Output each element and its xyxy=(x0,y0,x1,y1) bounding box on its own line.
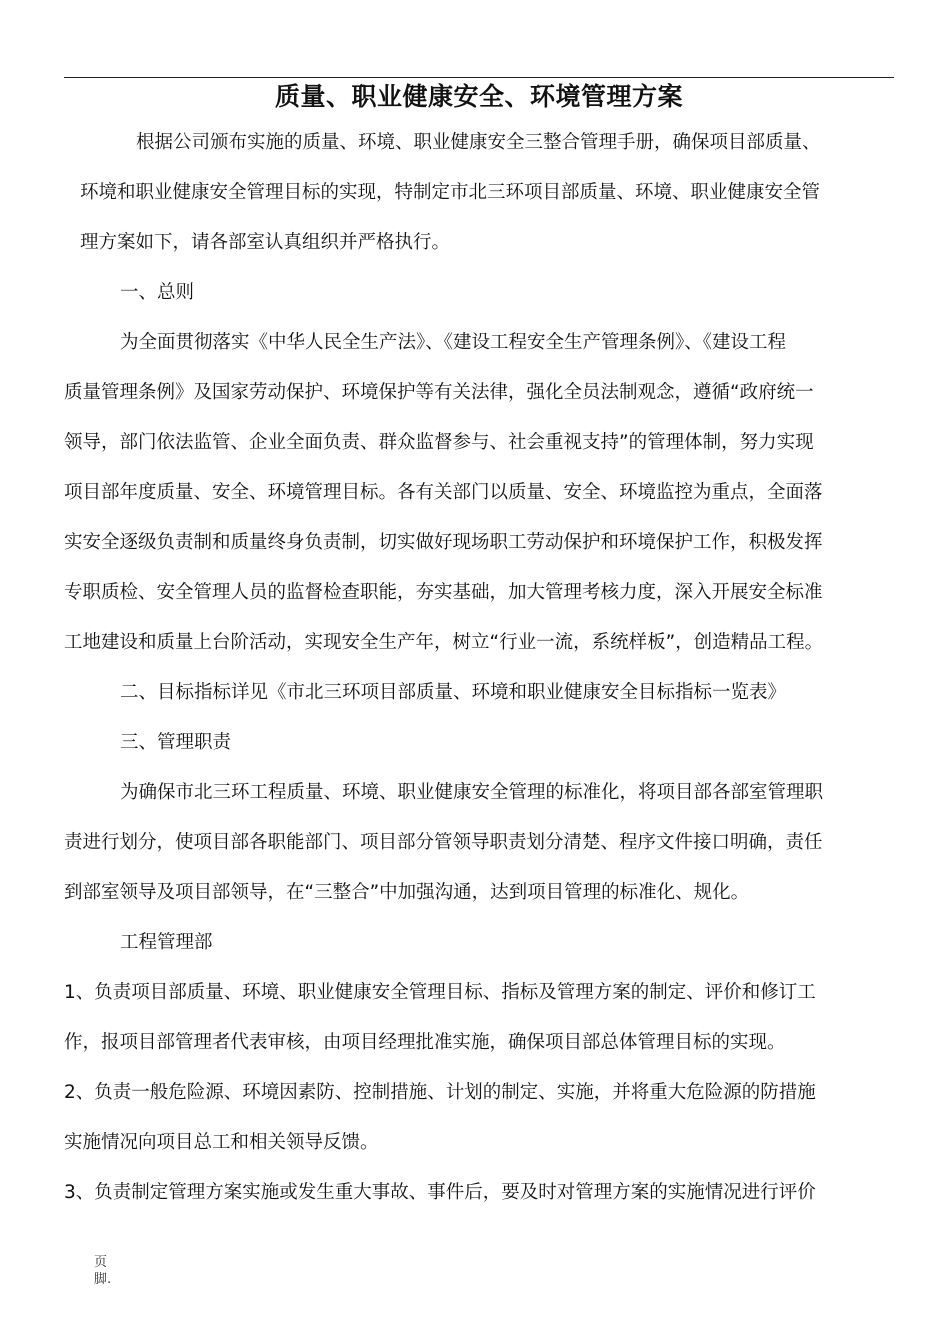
item-1-line-1: 1、负责项目部质量、环境、职业健康安全管理目标、指标及管理方案的制定、评价和修订工 xyxy=(64,982,816,1003)
section-heading-general: 一、总则 xyxy=(120,282,195,303)
intro-line-2: 环境和职业健康安全管理目标的实现，特制定市北三环项目部质量、环境、职业健康安全管 xyxy=(80,182,821,203)
footer-line-2: 脚. xyxy=(94,1272,112,1287)
footer-line-1: 页 xyxy=(94,1255,108,1270)
subsection-heading-engineering: 工程管理部 xyxy=(120,932,213,953)
item-2-line-1: 2、负责一般危险源、环境因素防、控制措施、计划的制定、实施，并将重大危险源的防措施 xyxy=(64,1082,816,1103)
duties-line-1: 为确保市北三环工程质量、环境、职业健康安全管理的标准化，将项目部各部室管理职 xyxy=(120,782,824,803)
header-rule xyxy=(64,77,894,78)
page-footer xyxy=(94,1254,111,1288)
general-line-5: 实安全逐级负责制和质量终身负责制，切实做好现场职工劳动保护和环境保护工作，积极发挥 xyxy=(64,532,823,553)
general-line-1: 为全面贯彻落实《中华人民全生产法》、《建设工程安全生产管理条例》、《建设工程 xyxy=(120,332,787,353)
intro-line-1: 根据公司颁布实施的质量、环境、职业健康安全三整合管理手册，确保项目部质量、 xyxy=(136,132,821,153)
general-line-2: 质量管理条例》及国家劳动保护、环境保护等有关法律，强化全员法制观念，遵循“政府统一 xyxy=(64,382,814,403)
general-line-6: 专职质检、安全管理人员的监督检查职能，夯实基础，加大管理考核力度，深入开展安全标准 xyxy=(64,582,823,603)
duties-line-2: 责进行划分，使项目部各职能部门、项目部分管领导职责划分清楚、程序文件接口明确，责任 xyxy=(64,832,823,853)
general-line-4: 项目部年度质量、安全、环境管理目标。各有关部门以质量、安全、环境监控为重点，全面落 xyxy=(64,482,823,503)
general-line-7: 工地建设和质量上台阶活动，实现安全生产年，树立“行业一流，系统样板”，创造精品工程。 xyxy=(64,632,824,653)
item-3-line-1: 3、负责制定管理方案实施或发生重大事故、事件后，要及时对管理方案的实施情况进行评价 xyxy=(64,1182,816,1203)
item-2-line-2: 实施情况向项目总工和相关领导反馈。 xyxy=(64,1132,379,1153)
section-heading-targets: 二、目标指标详见《市北三环项目部质量、环境和职业健康安全目标指标一览表》 xyxy=(120,682,787,703)
item-1-line-2: 作，报项目部管理者代表审核，由项目经理批准实施，确保项目部总体管理目标的实现。 xyxy=(64,1032,786,1053)
document-title: 质量、职业健康安全、环境管理方案 xyxy=(274,82,683,111)
general-line-3: 领导，部门依法监管、企业全面负责、群众监督参与、社会重视支持”的管理体制，努力实现 xyxy=(64,432,814,453)
section-heading-duties: 三、管理职责 xyxy=(120,732,232,753)
intro-line-3: 理方案如下，请各部室认真组织并严格执行。 xyxy=(80,232,451,253)
duties-line-3: 到部室领导及项目部领导，在“三整合”中加强沟通，达到项目管理的标准化、规化。 xyxy=(64,882,750,903)
